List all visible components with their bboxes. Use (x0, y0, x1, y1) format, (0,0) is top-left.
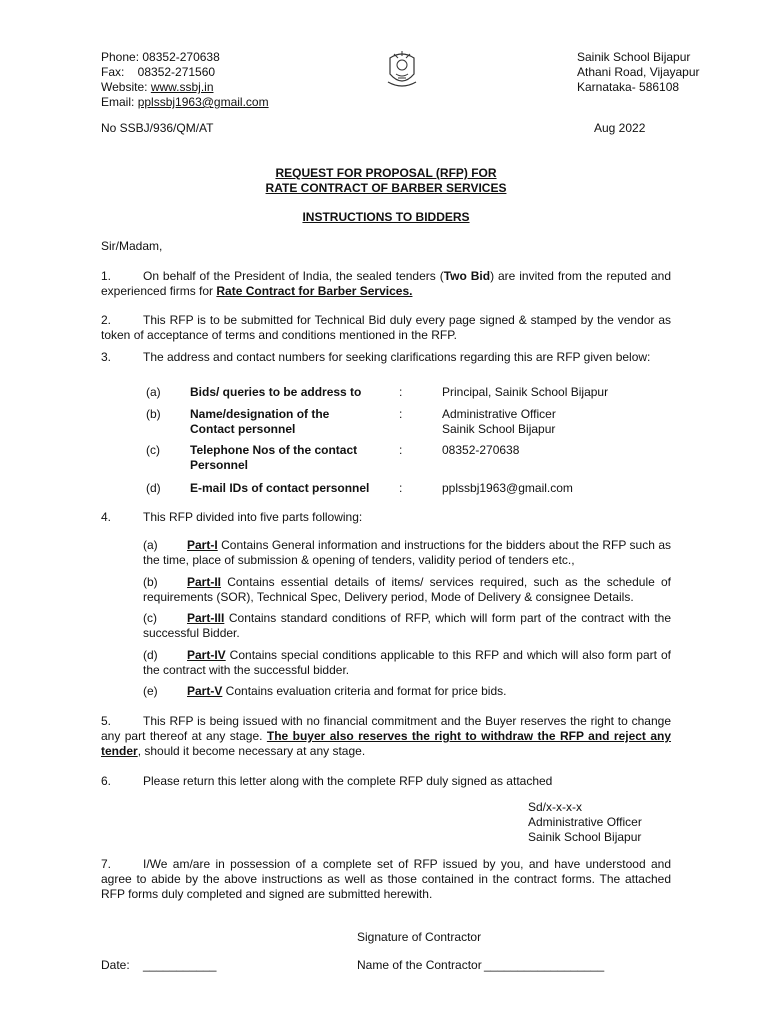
part-name: Part-III (187, 611, 225, 625)
para-text: On behalf of the President of India, the sealed tenders ( (143, 269, 444, 283)
reference-number: No SSBJ/936/QM/AT (101, 121, 214, 135)
school-crest-logo (384, 48, 420, 92)
fax-line: Fax: 08352-271560 (101, 65, 216, 79)
title-line-1: REQUEST FOR PROPOSAL (RFP) FOR (275, 166, 497, 180)
part-tag: (a) (143, 538, 158, 552)
paragraph-2 (101, 313, 671, 343)
date-label: Date: (101, 958, 130, 972)
row-label: (c) (146, 443, 160, 457)
withdraw-rights-emphasis: The buyer also reserves the right to withdraw the RFP and reject any tender (101, 729, 672, 758)
paragraph-3 (101, 350, 671, 365)
row-label: (a) (146, 385, 161, 399)
part-item (143, 648, 671, 678)
paragraph-1 (101, 269, 671, 299)
paragraph-7 (101, 857, 671, 902)
part-text: Contains General information and instructions for the bidders about the RFP such as the time, place of submission & opening of tenders, validity period of tenders etc., (143, 538, 671, 567)
part-name: Part-V (187, 684, 223, 698)
part-item (143, 611, 671, 641)
paragraph-6 (101, 774, 671, 789)
contractor-name-label: Name of the Contractor (357, 958, 482, 972)
paragraph-4 (101, 510, 671, 525)
rate-contract-emphasis: Rate Contract for Barber Services. (216, 284, 413, 298)
subtitle: INSTRUCTIONS TO BIDDERS (302, 210, 470, 224)
para-text: , should it become necessary at any stage. (137, 744, 366, 758)
row-colon: : (399, 407, 403, 421)
para-text: This RFP is to be submitted for Technical Bid duly every page signed & stamped by the vendor as token of acceptance of terms and conditions mentioned in the RFP. (101, 313, 671, 342)
part-name: Part-IV (187, 648, 226, 662)
website-link[interactable]: www.ssbj.in (150, 80, 214, 94)
row-colon: : (399, 481, 403, 495)
row-colon: : (399, 385, 403, 399)
part-item (143, 538, 671, 568)
title-line-2: RATE CONTRACT OF BARBER SERVICES (265, 181, 507, 195)
para-text: Please return this letter along with the complete RFP duly signed as attached (143, 774, 553, 788)
para-number: 7. (101, 857, 112, 871)
website-line (101, 80, 269, 95)
website-label: Website: (101, 80, 151, 94)
two-bid-emphasis: Two Bid (443, 269, 491, 283)
row-key: Bids/ queries to be address to (190, 385, 362, 399)
row-value: Principal, Sainik School Bijapur (442, 385, 609, 399)
part-tag: (e) (143, 684, 158, 698)
para-text: ) are invited from the reputed and experienced firms for (101, 269, 671, 298)
email-line (101, 95, 269, 110)
para-number: 6. (101, 774, 112, 788)
signed-by: Sd/x-x-x-x (528, 800, 582, 814)
part-item (143, 684, 671, 699)
signature-label: Signature of Contractor (357, 930, 482, 944)
row-key: E-mail IDs of contact personnel (190, 481, 370, 495)
part-text: Contains essential details of items/ services required, such as the schedule of requirements (SOR), Technical Spec, Delivery period, Mode of Delivery & consignee Details. (143, 575, 671, 604)
contractor-name-field[interactable]: __________________ (484, 958, 605, 972)
part-text: Contains standard conditions of RFP, which will form part of the contract with the successful Bidder. (143, 611, 671, 640)
para-number: 3. (101, 350, 112, 364)
signatory-block (528, 800, 642, 845)
address-block (577, 50, 700, 95)
para-text: This RFP is being issued with no financial commitment and the Buyer reserves the right to change any part thereof at any stage. (101, 714, 671, 743)
date-field[interactable]: ___________ (143, 958, 217, 972)
part-tag: (b) (143, 575, 158, 589)
para-text: I/We am/are in possession of a complete set of RFP issued by you, and have understood and agree to abide by the above instructions as well as those contained in the contract forms. The attached RFP forms duly completed and signed are submitted herewith. (101, 857, 671, 901)
signatory-school: Sainik School Bijapur (528, 830, 642, 844)
salutation: Sir/Madam, (101, 239, 163, 253)
row-colon: : (399, 443, 403, 457)
row-value: pplssbj1963@gmail.com (442, 481, 573, 495)
contact-block (101, 50, 269, 110)
paragraph-5 (101, 714, 671, 759)
email-link[interactable]: pplssbj1963@gmail.com (137, 95, 269, 109)
part-tag: (d) (143, 648, 158, 662)
row-value: Administrative Officer Sainik School Bijapur (442, 407, 556, 436)
signatory-designation: Administrative Officer (528, 815, 642, 829)
part-item (143, 575, 671, 605)
row-label: (b) (146, 407, 161, 421)
para-number: 5. (101, 714, 112, 728)
email-label: Email: (101, 95, 138, 109)
para-number: 2. (101, 313, 112, 327)
para-text: This RFP divided into five parts following: (143, 510, 363, 524)
school-name: Sainik School Bijapur (577, 50, 691, 64)
part-text: Contains special conditions applicable to this RFP and which will also form part of the contract with the successful bidder. (143, 648, 671, 677)
part-tag: (c) (143, 611, 157, 625)
phone-line: Phone: 08352-270638 (101, 50, 220, 64)
part-name: Part-I (187, 538, 218, 552)
para-number: 4. (101, 510, 112, 524)
road-line: Athani Road, Vijayapur (577, 65, 700, 79)
row-key: Telephone Nos of the contact Personnel (190, 443, 358, 472)
row-label: (d) (146, 481, 161, 495)
para-number: 1. (101, 269, 112, 283)
row-key: Name/designation of the Contact personnel (190, 407, 330, 436)
part-name: Part-II (187, 575, 222, 589)
letter-date: Aug 2022 (594, 121, 646, 135)
state-line: Karnataka- 586108 (577, 80, 680, 94)
part-text: Contains evaluation criteria and format for price bids. (222, 684, 507, 698)
para-text: The address and contact numbers for seeking clarifications regarding this are RFP given below: (143, 350, 651, 364)
row-value: 08352-270638 (442, 443, 520, 457)
